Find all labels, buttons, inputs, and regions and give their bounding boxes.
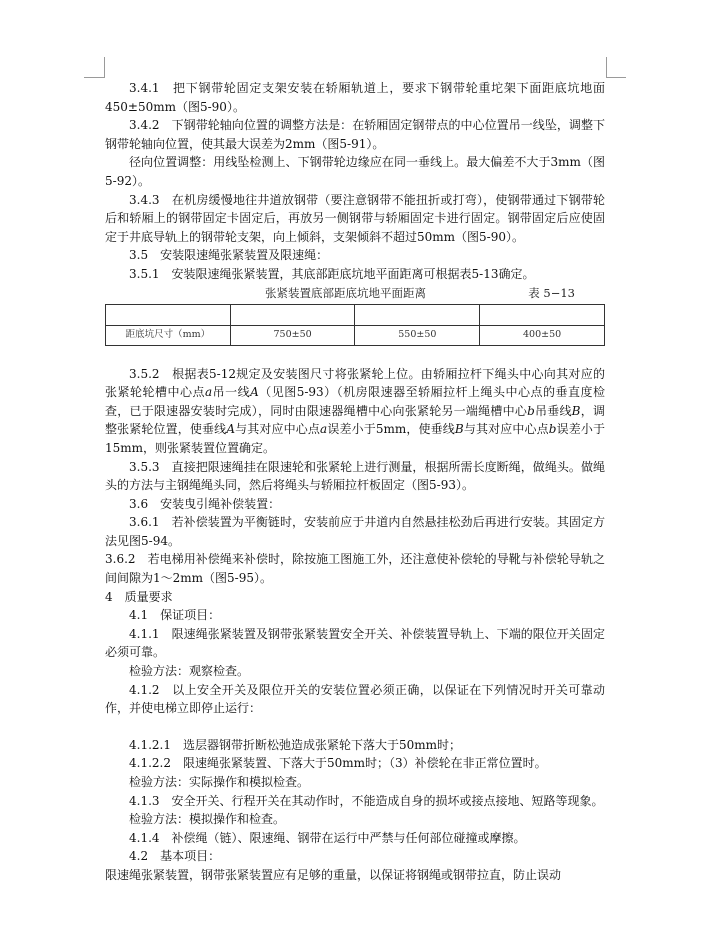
table-row [106,325,605,345]
para-inspection-method-3: 检验方法：模拟操作和检查。 [129,812,286,827]
para-3-4-1: 3.4.1 把下钢带轮固定支架安装在轿厢轨道上，要求下钢带轮重坨架下面距底坑地面450±50mm（图5-90）。 [105,81,605,114]
para-4-1-1: 4.1.1 限速绳张紧装置及钢带张紧装置安全开关、补偿装置导轨上、下端的限位开关固定必须可靠。 [105,626,605,660]
tension-distance-table [105,304,605,346]
para-radial-adjust: 径向位置调整：用线坠检测上、下钢带轮边缘应在同一垂线上。最大偏差不大于3mm（图5-92）。 [105,155,605,188]
text-run: ，调整张紧轮位置，使垂线 [105,403,605,437]
table-header-cell [480,304,605,325]
table-number: 表 5−13 [528,285,575,300]
spacer [105,718,605,736]
para-3-6-2: 3.6.2 若电梯用补偿绳来补偿时，除按施工图施工外，还注意使补偿轮的导靴与补偿轮导轨之间间隙为1～2mm（图5-95）。 [105,552,605,586]
para-4-2-body: 限速绳张紧装置，钢带张紧装置应有足够的重量，以保证将钢绳或钢带拉直，防止误动 [105,867,562,882]
symbol-A: A [226,422,235,437]
text-run: 3.5.2 根据表5-12规定及安装图尺寸将张紧轮上位。由轿厢拉杆下绳头中心向其对应的张紧轮轮槽中心点 [105,366,605,400]
table-cell: 400±50 [480,325,605,345]
text-run: 吊垂线 [534,403,572,418]
para-4-1-3: 4.1.3 安全开关、行程开关在其动作时，不能造成自身的损坏或接点接地、短路等现象。 [129,793,604,808]
crop-mark-top-right-v [606,57,607,78]
table-header-row [106,304,605,325]
spacer [105,346,605,365]
table-cell: 750±50 [230,325,355,345]
symbol-b: b [548,422,557,437]
table-row-label: 距底坑尺寸（mm） [106,325,231,345]
table-caption: 张紧装置底部距底坑地平面距离 [265,285,426,300]
crop-mark-top-right-h [606,77,626,78]
para-3-6-1: 3.6.1 若补偿装置为平衡链时，安装前应于井道内自然悬挂松劲后再进行安装。其固定方法见图5-94。 [105,515,605,548]
crop-mark-top-left-v [104,57,105,78]
heading-4-2: 4.2 基本项目： [129,849,221,864]
symbol-A: A [250,385,259,400]
heading-3-5: 3.5 安装限速绳张紧装置及限速绳： [129,248,329,263]
text-run: 吊一线 [212,385,251,400]
heading-3-6: 3.6 安装曳引绳补偿装置： [129,496,281,511]
symbol-b: b [527,403,535,418]
crop-mark-top-left-h [84,77,104,78]
heading-4-1: 4.1 保证项目： [129,608,221,623]
table-header-cell [230,304,355,325]
para-3-5-3: 3.5.3 直接把限速绳挂在限速轮和张紧轮上进行测量，根据所需长度断绳，做绳头。做绳头的方法与主钢绳绳头同，然后将绳头与轿厢拉杆板固定（图5-93）。 [105,459,605,493]
symbol-a: a [320,422,328,437]
symbol-B: B [454,422,464,437]
document-body [105,79,605,885]
text-run: 误差小于5mm，使垂线 [327,422,455,437]
table-header-cell [355,304,480,325]
text-run: 与其对应中心点 [463,422,549,437]
para-3-4-2: 3.4.2 下钢带轮轴向位置的调整方法是：在轿厢固定钢带点的中心位置吊一线坠，调整下钢带轮轴向位置，使其最大误差为2mm（图5-91）。 [105,118,605,151]
para-4-1-4: 4.1.4 补偿绳（链）、限速绳、钢带在运行中严禁与任何部位碰撞或摩擦。 [129,830,526,845]
para-3-5-2 [105,365,605,458]
para-4-1-2-2: 4.1.2.2 限速绳张紧装置、下落大于50mm时；（3）补偿轮在非正常位置时。 [129,756,547,771]
text-run: 误差小于15mm，则张紧装置位置确定。 [105,422,605,455]
text-run: 与其对应中心点 [234,422,321,437]
para-4-1-2: 4.1.2 以上安全开关及限位开关的安装位置必须正确，以保证在下列情况时开关可靠动作，并使电梯立即停止运行： [105,682,605,716]
symbol-B: B [571,403,581,418]
table-header-cell [106,304,231,325]
para-3-5-1: 3.5.1 安装限速绳张紧装置，其底部距底坑地平面距离可根据表5-13确定。 [129,266,535,281]
para-3-4-3: 3.4.3 在机房缓慢地往井道放钢带（要注意钢带不能扭折或打弯），使钢带通过下钢带轮后和轿厢上的钢带固定卡固定后，再放另一侧钢带与轿厢固定卡进行固定。钢带固定后应使固定于井底导轨上的钢带轮支架，向上倾斜，支架倾斜不超过50mm（图5-90）。 [105,192,605,244]
symbol-a: a [204,385,213,400]
table-caption-row [105,284,605,303]
para-inspection-method-2: 检验方法：实际操作和模拟检查。 [129,775,310,789]
para-4-1-2-1: 4.1.2.1 选层器钢带折断松弛造成张紧轮下落大于50mm时； [129,737,462,752]
table-cell: 550±50 [355,325,480,345]
heading-4: 4 质量要求 [105,589,173,604]
text-run: （见图5-93）（机房限速器至轿厢拉杆上绳头中心点的垂直度检查，已于限速器安装时完成），同时由限速器绳槽中心向张紧轮另一端绳槽中心 [105,385,605,418]
para-inspection-method-1: 检验方法：观察检查。 [129,664,250,679]
